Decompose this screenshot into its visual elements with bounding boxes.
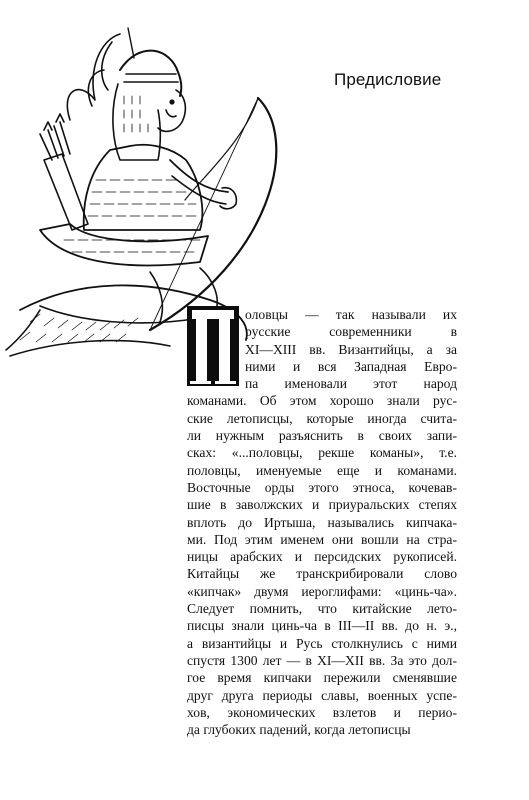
- text-line: Следует помнить, что китайские лето-: [187, 601, 457, 617]
- text-line: вплоть до Иртыша, назывались кипчака-: [187, 514, 457, 530]
- text-line: друг друга периоды славы, военных успе-: [187, 687, 457, 703]
- text-line: хов, экономических взлетов и перио-: [187, 704, 457, 720]
- section-title: Предисловие: [334, 70, 442, 89]
- text-line: да глубоких падений, когда летописцы: [187, 722, 411, 738]
- text-line: русские современники в: [245, 324, 457, 340]
- text-line: ли нужным разъяснить в своих запи-: [187, 428, 457, 444]
- text-line: гое время кипчаки пережили сменявшие: [187, 670, 457, 686]
- text-line: половцы, именуемые еще и команами.: [187, 462, 457, 478]
- text-line: ними и вся Западная Евро-: [245, 358, 457, 374]
- text-line: Восточные орды этого этноса, кочевав-: [187, 479, 457, 495]
- text-line: оловцы — так называли их: [245, 307, 457, 322]
- text-line: команами. Об этом хорошо знали рус-: [187, 393, 457, 409]
- article-body: [187, 306, 457, 738]
- text-line: ницы арабских и персидских рукописей.: [187, 549, 457, 565]
- text-line: а византийцы и Русь столкнулись с ними: [187, 635, 457, 651]
- text-line: ские летописцы, которые иногда счита-: [187, 410, 457, 426]
- text-line: писцы знали цинь-ча в III—II вв. до н. э.,: [187, 618, 457, 634]
- text-line: ми. Под этим именем они вошли на стра-: [187, 531, 457, 547]
- text-line: шие в заволжских и приуральских степях: [187, 497, 457, 513]
- text-line: XI—XIII вв. Византийцы, а за: [245, 341, 457, 357]
- text-line: сках: «...половцы, рекше команы», т.е.: [187, 445, 457, 461]
- text-line: Китайцы же транскрибировали слово: [187, 566, 457, 582]
- text-line: спустя 1300 лет — в XI—XII вв. За это дол-: [187, 652, 457, 668]
- text-line: «кипчак» двумя иероглифами: «цинь-ча».: [187, 583, 457, 599]
- text-line: па именовали этот народ: [245, 376, 457, 392]
